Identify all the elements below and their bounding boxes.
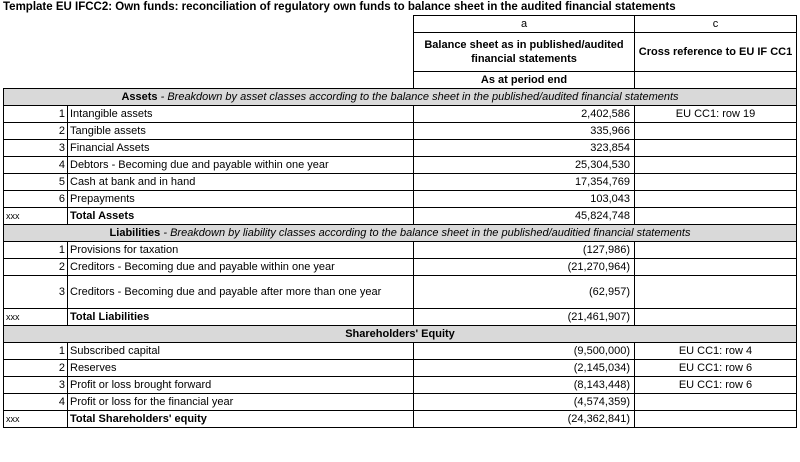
row-cross-reference	[635, 174, 797, 191]
row-value: (62,957)	[414, 276, 635, 309]
row-number: 1	[4, 343, 68, 360]
row-label: Profit or loss for the financial year	[68, 394, 414, 411]
total-label: Total Liabilities	[68, 309, 414, 326]
table-row	[4, 343, 797, 360]
column-a-letter: a	[414, 16, 635, 33]
total-cross-reference	[635, 309, 797, 326]
row-value: (4,574,359)	[414, 394, 635, 411]
row-number: 3	[4, 377, 68, 394]
column-c-letter: c	[635, 16, 797, 33]
total-row	[4, 309, 797, 326]
header-empty-cell	[635, 72, 797, 89]
row-label: Debtors - Becoming due and payable within one year	[68, 157, 414, 174]
table-row	[4, 174, 797, 191]
row-cross-reference	[635, 242, 797, 259]
column-a-header: Balance sheet as in published/audited financial statements	[414, 33, 635, 72]
assets-heading	[4, 89, 797, 106]
table-row	[4, 259, 797, 276]
column-c-header: Cross reference to EU IF CC1	[635, 33, 797, 72]
row-value: 335,966	[414, 123, 635, 140]
equity-heading-row	[4, 326, 797, 343]
row-number: 4	[4, 394, 68, 411]
row-number: 2	[4, 259, 68, 276]
total-label: Total Assets	[68, 208, 414, 225]
total-cross-reference	[635, 208, 797, 225]
header-blank	[4, 72, 68, 89]
row-number: 4	[4, 157, 68, 174]
total-code: xxx	[4, 208, 68, 225]
liabilities-heading-sub: - Breakdown by liability classes according to the balance sheet in the published/auditied financial statements	[160, 226, 691, 239]
total-value: 45,824,748	[414, 208, 635, 225]
row-cross-reference	[635, 394, 797, 411]
row-label: Intangible assets	[68, 106, 414, 123]
assets-heading-row	[4, 89, 797, 106]
row-cross-reference: EU CC1: row 4	[635, 343, 797, 360]
column-a-period: As at period end	[414, 72, 635, 89]
total-label: Total Shareholders' equity	[68, 411, 414, 428]
header-blank	[68, 16, 414, 33]
row-number: 6	[4, 191, 68, 208]
row-value: 17,354,769	[414, 174, 635, 191]
total-code: xxx	[4, 309, 68, 326]
row-number: 1	[4, 242, 68, 259]
row-label: Creditors - Becoming due and payable within one year	[68, 259, 414, 276]
row-value: 25,304,530	[414, 157, 635, 174]
column-header-row	[4, 33, 797, 72]
row-value: (9,500,000)	[414, 343, 635, 360]
row-number: 3	[4, 276, 68, 309]
row-label: Prepayments	[68, 191, 414, 208]
total-value: (24,362,841)	[414, 411, 635, 428]
liabilities-heading	[4, 225, 797, 242]
row-value: (21,270,964)	[414, 259, 635, 276]
assets-heading-sub: - Breakdown by asset classes according to the balance sheet in the published/audited financial statements	[157, 90, 679, 103]
table-row	[4, 191, 797, 208]
row-cross-reference	[635, 259, 797, 276]
column-letter-row	[4, 16, 797, 33]
reconciliation-table	[3, 15, 797, 428]
row-cross-reference: EU CC1: row 6	[635, 360, 797, 377]
row-label: Subscribed capital	[68, 343, 414, 360]
row-label: Reserves	[68, 360, 414, 377]
table-row	[4, 360, 797, 377]
row-label: Tangible assets	[68, 123, 414, 140]
table-row	[4, 106, 797, 123]
row-label: Creditors - Becoming due and payable after more than one year	[68, 276, 414, 309]
row-cross-reference	[635, 157, 797, 174]
row-cross-reference	[635, 276, 797, 309]
row-number: 2	[4, 123, 68, 140]
page-title: Template EU IFCC2: Own funds: reconciliation of regulatory own funds to balance sheet in the audited financial statements	[3, 1, 676, 13]
row-value: 323,854	[414, 140, 635, 157]
total-row	[4, 411, 797, 428]
row-value: 2,402,586	[414, 106, 635, 123]
row-cross-reference	[635, 191, 797, 208]
total-row	[4, 208, 797, 225]
header-blank	[68, 72, 414, 89]
table-row	[4, 276, 797, 309]
table-row	[4, 140, 797, 157]
row-cross-reference: EU CC1: row 6	[635, 377, 797, 394]
header-blank	[4, 16, 68, 33]
total-code: xxx	[4, 411, 68, 428]
row-cross-reference	[635, 140, 797, 157]
header-blank	[4, 33, 68, 72]
row-value: (2,145,034)	[414, 360, 635, 377]
row-cross-reference	[635, 123, 797, 140]
row-value: (8,143,448)	[414, 377, 635, 394]
row-cross-reference: EU CC1: row 19	[635, 106, 797, 123]
row-number: 1	[4, 106, 68, 123]
row-label: Profit or loss brought forward	[68, 377, 414, 394]
table-row	[4, 377, 797, 394]
row-value: 103,043	[414, 191, 635, 208]
header-blank	[68, 33, 414, 72]
assets-heading-label: Assets	[121, 90, 158, 103]
total-cross-reference	[635, 411, 797, 428]
row-label: Provisions for taxation	[68, 242, 414, 259]
equity-heading: Shareholders' Equity	[4, 326, 797, 343]
table-row	[4, 394, 797, 411]
table-row	[4, 242, 797, 259]
row-label: Financial Assets	[68, 140, 414, 157]
liabilities-heading-label: Liabilities	[109, 226, 161, 239]
row-number: 5	[4, 174, 68, 191]
total-value: (21,461,907)	[414, 309, 635, 326]
row-number: 2	[4, 360, 68, 377]
table-row	[4, 123, 797, 140]
row-label: Cash at bank and in hand	[68, 174, 414, 191]
liabilities-heading-row	[4, 225, 797, 242]
row-number: 3	[4, 140, 68, 157]
period-row	[4, 72, 797, 89]
row-value: (127,986)	[414, 242, 635, 259]
table-row	[4, 157, 797, 174]
